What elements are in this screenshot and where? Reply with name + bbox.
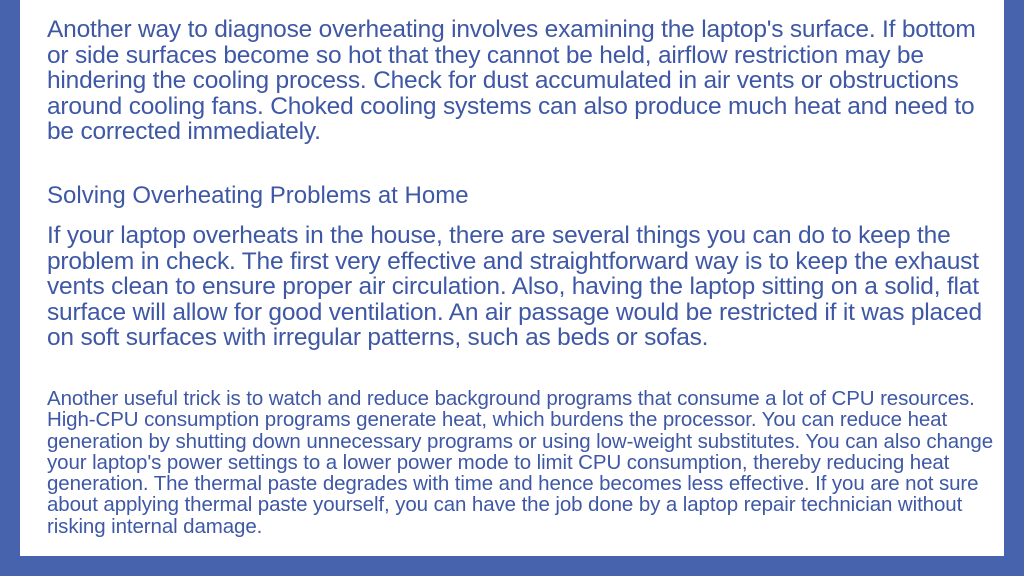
slide-canvas: [20, 0, 1004, 556]
paragraph-surface-diagnosis: Another way to diagnose overheating involves examining the laptop's surface. If bottom or side surfaces become so hot that they cannot be held, airflow restriction may be hindering the cooling process. Check for dust accumulated in air vents or obstructions around cooling fans. Choked cooling systems can also produce much heat and need to be corrected immediately.: [47, 16, 976, 145]
paragraph-background-programs: Another useful trick is to watch and reduce background programs that consume a lot of CPU resources. High-CPU consumption programs generate heat, which burdens the processor. You can reduce heat generation by shutting down unnecessary programs or using low-weight substitutes. You can also change your laptop's power settings to a lower power mode to limit CPU consumption, thereby reducing heat generation. The thermal paste degrades with time and hence becomes less effective. If you are not sure about applying thermal paste yourself, you can have the job done by a laptop repair technician without risking internal damage.: [47, 387, 994, 538]
paragraph-home-solutions: If your laptop overheats in the house, there are several things you can do to keep the problem in check. The first very effective and straightforward way is to keep the exhaust vents clean to ensure proper air circulation. Also, having the laptop sitting on a solid, flat surface will allow for good ventilation. An air passage would be restricted if it was placed on soft surfaces with irregular patterns, such as beds or sofas.: [47, 222, 982, 351]
section-heading: Solving Overheating Problems at Home: [47, 182, 469, 209]
